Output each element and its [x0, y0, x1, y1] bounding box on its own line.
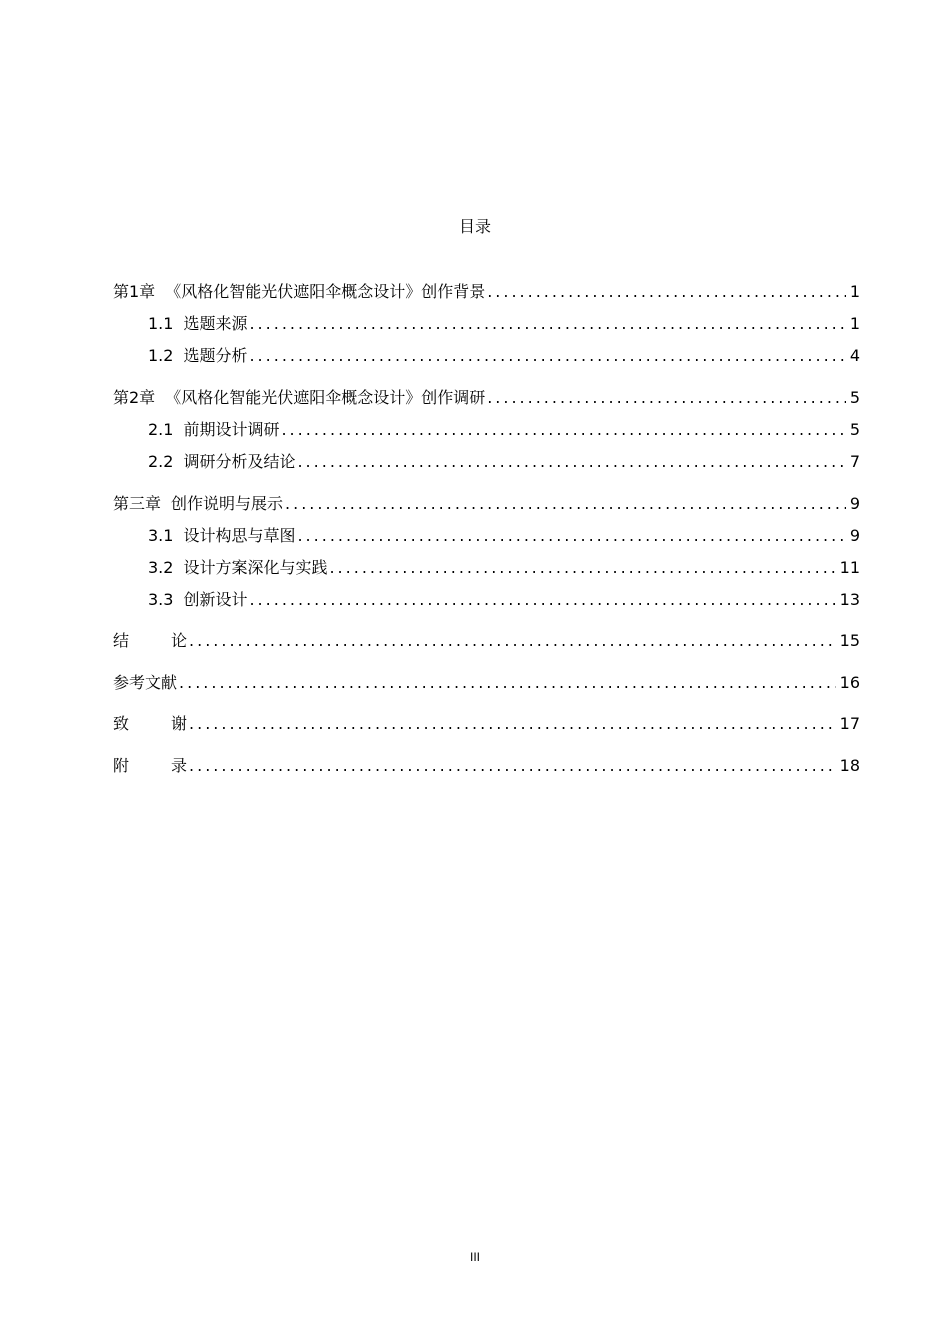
- toc-dot-leader: [189, 754, 836, 778]
- toc-entry-page: 18: [839, 756, 860, 775]
- toc-entry-label: 选题分析: [183, 346, 248, 365]
- toc-entry-label: 附录: [113, 756, 230, 775]
- toc-entry-3-2[interactable]: [113, 556, 860, 580]
- toc-entry-page: 7: [849, 452, 860, 471]
- toc-entry-label: 选题来源: [183, 314, 248, 333]
- toc-dot-leader: [249, 588, 835, 612]
- toc-entry-3-3[interactable]: [113, 588, 860, 612]
- toc-entry-number: 3.2: [148, 558, 174, 577]
- toc-entry-page: 16: [839, 673, 860, 692]
- toc-entry-label: 致谢: [113, 714, 230, 733]
- toc-entry-acknowledgements[interactable]: [113, 712, 860, 736]
- toc-entry-number: 2.2: [148, 452, 174, 471]
- toc-entry-chapter-3[interactable]: [113, 492, 860, 516]
- toc-entry-number: 2.1: [148, 420, 174, 439]
- toc-entry-label: 调研分析及结论: [183, 452, 296, 471]
- toc-entry-label: 《风格化智能光伏遮阳伞概念设计》创作调研: [165, 388, 486, 407]
- toc-entry-page: 4: [849, 346, 860, 365]
- toc-entry-references[interactable]: [113, 671, 860, 695]
- toc-entry-number: 3.1: [148, 526, 174, 545]
- toc-entry-3-1[interactable]: [113, 524, 860, 548]
- toc-dot-leader: [297, 524, 845, 548]
- toc-entry-number: 第2章: [113, 388, 156, 407]
- toc-dot-leader: [487, 280, 846, 304]
- toc-entry-page: 5: [849, 388, 860, 407]
- toc-entry-page: 9: [849, 526, 860, 545]
- toc-entry-number: 第1章: [113, 282, 156, 301]
- toc-entry-1-2[interactable]: [113, 344, 860, 368]
- toc-entry-2-2[interactable]: [113, 450, 860, 474]
- toc-dot-leader: [487, 386, 846, 410]
- toc-dot-leader: [285, 492, 846, 516]
- toc-entry-page: 15: [839, 631, 860, 650]
- toc-entry-page: 5: [849, 420, 860, 439]
- toc-entry-number: 3.3: [148, 590, 174, 609]
- toc-dot-leader: [329, 556, 835, 580]
- toc-entry-page: 1: [849, 314, 860, 333]
- toc-entry-label: 创新设计: [183, 590, 248, 609]
- toc-dot-leader: [189, 629, 836, 653]
- toc-entry-page: 13: [839, 590, 860, 609]
- toc-entry-label: 参考文献: [113, 673, 178, 692]
- toc-entry-page: 17: [839, 714, 860, 733]
- toc-dot-leader: [249, 312, 845, 336]
- page-number: III: [469, 1250, 480, 1264]
- toc-entry-label: 设计方案深化与实践: [183, 558, 328, 577]
- toc-entry-label: 设计构思与草图: [183, 526, 296, 545]
- toc-entry-label: 创作说明与展示: [171, 494, 284, 513]
- toc-dot-leader: [281, 418, 845, 442]
- toc-entry-page: 1: [849, 282, 860, 301]
- toc-entry-label: 前期设计调研: [183, 420, 280, 439]
- toc-title: 目录: [458, 217, 491, 236]
- toc-entry-2-1[interactable]: [113, 418, 860, 442]
- toc-entry-page: 11: [839, 558, 860, 577]
- toc-entry-1-1[interactable]: [113, 312, 860, 336]
- toc-dot-leader: [179, 671, 836, 695]
- toc-entry-appendix[interactable]: [113, 754, 860, 778]
- toc-dot-leader: [297, 450, 845, 474]
- toc-entry-number: 1.1: [148, 314, 174, 333]
- toc-dot-leader: [249, 344, 845, 368]
- toc-entry-conclusion[interactable]: [113, 629, 860, 653]
- toc-entry-page: 9: [849, 494, 860, 513]
- toc-entry-label: 《风格化智能光伏遮阳伞概念设计》创作背景: [165, 282, 486, 301]
- toc-entry-chapter-2[interactable]: [113, 386, 860, 410]
- toc-dot-leader: [189, 712, 836, 736]
- toc-entry-number: 1.2: [148, 346, 174, 365]
- toc-entry-number: 第三章: [113, 494, 162, 513]
- toc-entry-label: 结论: [113, 631, 230, 650]
- toc-entry-chapter-1[interactable]: [113, 280, 860, 304]
